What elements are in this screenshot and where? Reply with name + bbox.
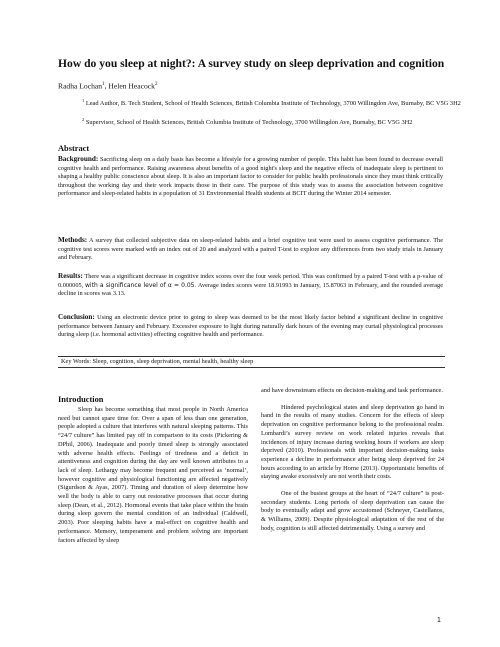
methods-label: Methods:	[58, 236, 88, 244]
intro-paragraph-3: One of the busiest groups at the heart of “24/7 culture” is post-secondary students. Long periods of sleep deprivation can cause the body to eventually adapt and grow accustomed (Schneyer, Castellanos, & Williams, 2009). Despite physiological adaptation of the rest of the body, cognition is still affected detrimentally. Using a survey and	[261, 490, 444, 532]
intro-right-column	[261, 387, 444, 534]
author-2: Helen Heacock	[108, 81, 155, 91]
introduction-heading: Introduction	[58, 395, 104, 404]
intro-paragraph-2: Hindered psychological states and sleep deprivation go hand in hand in the results of many studies. Concern for the effects of sleep deprivation on cognitive performance belong to the professional realm. Lombardi’s survey review on work related injuries reveals that incidences of injury increase during working hours if workers are sleep deprived (2010). Professionals with important decision-making tasks experience a decline in performance after being sleep deprived for 24 hours according to an article by Horne (2013). Opportunistic benefits of staying awake excessively are not worth their costs.	[261, 403, 444, 481]
keywords-box: Key Words: Sleep, cognition, sleep deprivation, mental health, healthy sleep	[58, 356, 445, 368]
abstract-results	[58, 272, 443, 299]
intro-paragraph-1: Sleep has become something that most people in North America need but cannot spare time for. Over a span of less than one generation, people adopted a culture that interferes with natural sleeping patterns. This “24/7 culture” has limited pay off in comparison to its costs (Pickering & DPhil, 2006). Inadequate and poorly timed sleep is strongly associated with adverse health effects. Feelings of tiredness and a deficit in attentiveness and cognition during the day are well known attributes to a lack of sleep. Lethargy may become frequent and perceived as ‘normal’, however cognitive and physiological functioning are affected negatively (Sigurdson & Ayas, 2007). Timing and duration of sleep determine how well the body is able to carry out restorative processes that occur during sleep (Dean, et al., 2012). Hormonal events that take place within the brain during sleep govern the mental condition of an individual (Caldwell, 2003). Poor sleeping habits have a mal-effect on cognitive health and performance. Memory, temperament and problem solving are important factors affected by sleep	[58, 406, 248, 544]
background-label: Background:	[58, 155, 99, 163]
affiliation-1	[82, 97, 462, 109]
author-1: Radha Lochan	[58, 81, 103, 91]
results-text-c: . Average index scores were 18.91993 in January, 15.87063 in February, and the rounded average decline in scores was 3.13.	[58, 281, 443, 298]
affiliation-text: Supervisor, School of Health Sciences, British Columbia Institute of Technology, 3700 Willingdon Ave, Burnaby, BC V5G 3H2	[85, 119, 413, 127]
results-text-a: There was a significant decrease in cognitive index scores over the four week period. This was confirmed by a paired T-test with a p-value of 0.000005,	[58, 273, 443, 289]
conclusion-text: Using an electronic device prior to going to sleep was deemed to be the most likely factor behind a significant decline in cognitive performance between January and February. Excessive exposure to light during naturally dark hours of the evening may curtail physiological processes during sleep (i.e. hormonal activities) effecting cognitive health and performance.	[58, 314, 443, 339]
paper-title: How do you sleep at night?: A survey study on sleep deprivation and cognition	[58, 57, 445, 70]
results-significance: with a significance level of α = 0.05	[85, 281, 195, 289]
intro-paragraph-continued: and have downstream effects on decision-making and task performance.	[261, 387, 443, 394]
author-1-mark: 1	[102, 82, 105, 87]
affiliation-2	[82, 116, 462, 128]
conclusion-label: Conclusion:	[58, 313, 95, 321]
abstract-methods	[58, 236, 443, 263]
abstract-heading: Abstract	[58, 144, 90, 153]
affiliation-mark: 2	[82, 117, 85, 122]
affiliation-mark: 1	[82, 98, 85, 103]
intro-left-column	[58, 406, 248, 545]
background-text: Sacrificing sleep on a daily basis has become a lifestyle for a growing number of people. This habit has been found to decrease overall cognitive health and performance. Raising awareness about benefits of a good night's sleep and the negative effects of inadequate sleep is pertinent to shaping a healthy public conscience about sleep. It is also an important factor to consider for public health professionals since they must think critically throughout the working day and their work impacts those in their care. The purpose of this study was to assess the association between cognitive performance and sleep-related habits in a population of 31 Environmental Health students at BCIT during the Winter 2014 semester.	[58, 156, 443, 198]
abstract-conclusion	[58, 313, 443, 340]
abstract-background	[58, 155, 443, 199]
author-2-mark: 2	[154, 82, 158, 87]
methods-text: A survey that collected subjective data on sleep-related habits and a brief cognitive test were used to assess cognitive performance. The cognitive test scores were marked with an index out of 20 and analyzed with a paired T-test to explore any differences from two study trials in January and February.	[58, 237, 443, 262]
affiliation-text: Lead Author, B. Tech Student, School of Health Sciences, British Columbia Institute of Technology, 3700 Willingdon Ave, Burnaby, BC V5G 3H2	[85, 100, 461, 108]
results-label: Results:	[58, 272, 83, 280]
author-separator: ,	[104, 81, 109, 91]
author-line	[58, 80, 157, 92]
page-number: 1	[437, 617, 441, 624]
